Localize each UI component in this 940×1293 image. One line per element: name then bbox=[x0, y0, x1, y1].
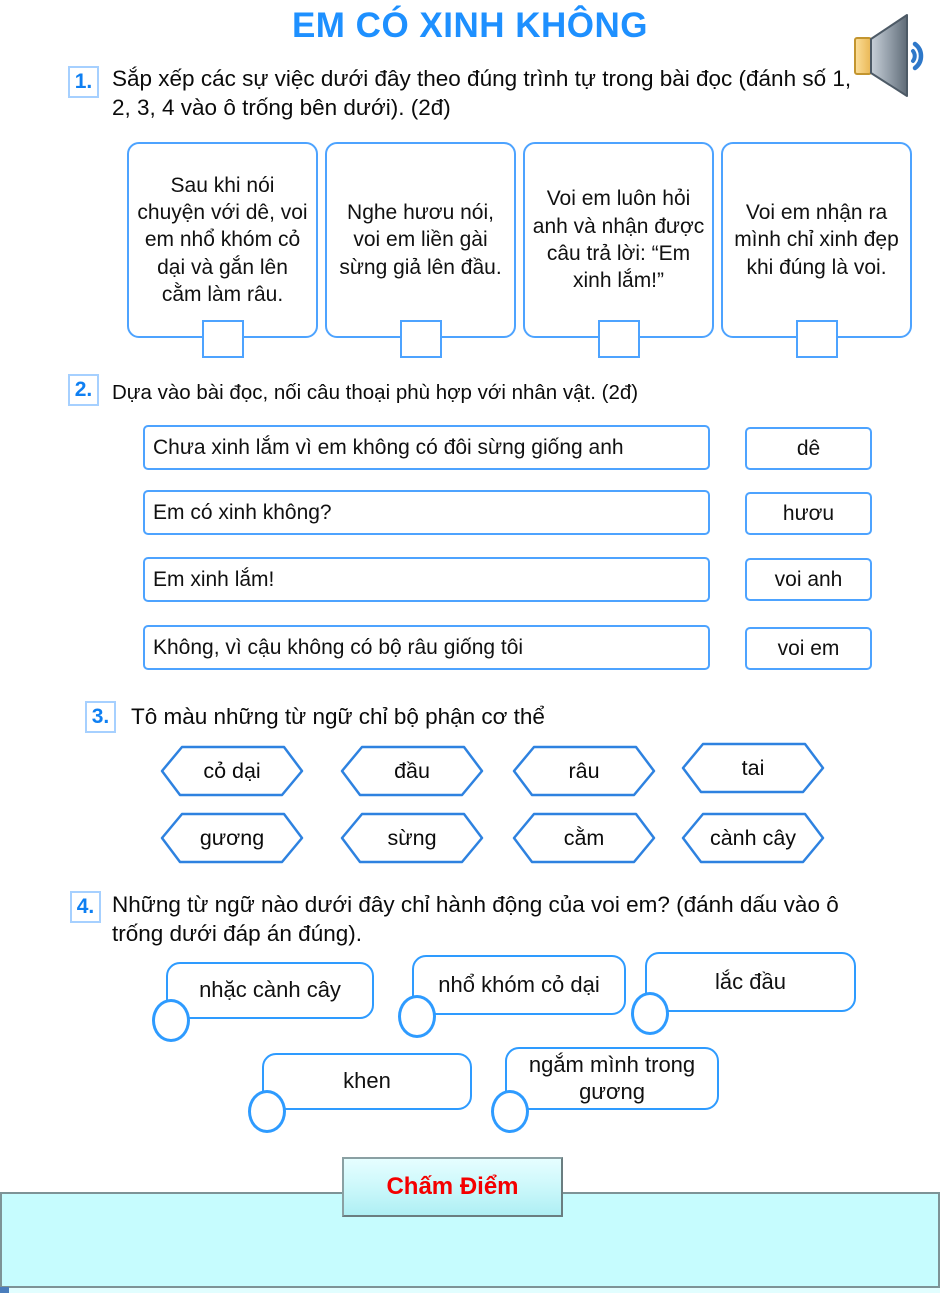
option-label: nhổ khóm cỏ dại bbox=[438, 971, 600, 997]
character-box-voi-em[interactable]: voi em bbox=[745, 627, 872, 670]
word-hexagon-dau[interactable] bbox=[338, 744, 486, 798]
quote-box-1[interactable]: Chưa xinh lắm vì em không có đôi sừng giống anh bbox=[143, 425, 710, 470]
character-box-huou[interactable]: hươu bbox=[745, 492, 872, 535]
quote-box-3[interactable]: Em xinh lắm! bbox=[143, 557, 710, 602]
character-box-voi-anh[interactable]: voi anh bbox=[745, 558, 872, 601]
sequence-card-3 bbox=[523, 142, 714, 382]
grade-button[interactable]: Chấm Điểm bbox=[342, 1157, 563, 1217]
hexagon-label: cằm bbox=[563, 825, 605, 850]
hexagon-label: râu bbox=[568, 758, 600, 783]
answer-circle-2[interactable] bbox=[398, 995, 436, 1038]
order-input-box-3[interactable] bbox=[598, 320, 640, 358]
question-3-number: 3. bbox=[85, 701, 116, 733]
word-hexagon-cam[interactable] bbox=[510, 811, 658, 865]
speaker-icon[interactable] bbox=[843, 12, 935, 98]
word-hexagon-guong[interactable] bbox=[158, 811, 306, 865]
answer-circle-3[interactable] bbox=[631, 992, 669, 1035]
word-hexagon-co-dai[interactable] bbox=[158, 744, 306, 798]
word-hexagon-rau[interactable] bbox=[510, 744, 658, 798]
hexagon-label: tai bbox=[741, 755, 765, 780]
question-2-number: 2. bbox=[68, 374, 99, 406]
hexagon-label: cành cây bbox=[709, 825, 797, 850]
question-3-prompt: Tô màu những từ ngữ chỉ bộ phận cơ thể bbox=[131, 704, 545, 729]
option-label: nhặc cành cây bbox=[199, 977, 341, 1003]
answer-circle-1[interactable] bbox=[152, 999, 190, 1042]
character-box-de[interactable]: dê bbox=[745, 427, 872, 470]
question-1-number: 1. bbox=[68, 66, 99, 98]
answer-circle-4[interactable] bbox=[248, 1090, 286, 1133]
hexagon-label: cỏ dại bbox=[203, 758, 261, 783]
option-label: khen bbox=[343, 1068, 391, 1094]
sequence-card-text: Voi em luôn hỏi anh và nhận được câu trả lời: “Em xinh lắm!” bbox=[523, 142, 714, 338]
option-label: ngắm mình trong gương bbox=[528, 1052, 696, 1104]
action-option-ngam-minh-trong-guong bbox=[505, 1047, 719, 1110]
sequence-card-2 bbox=[325, 142, 516, 382]
hexagon-label: sừng bbox=[387, 825, 437, 850]
option-label: lắc đầu bbox=[715, 968, 786, 994]
action-option-lac-dau bbox=[645, 952, 856, 1012]
action-option-nho-khom-co-dai bbox=[412, 955, 626, 1015]
question-2-prompt: Dựa vào bài đọc, nối câu thoại phù hợp với nhân vật. (2đ) bbox=[112, 381, 639, 404]
sequence-card-text: Nghe hươu nói, voi em liền gài sừng giả lên đầu. bbox=[325, 142, 516, 338]
order-input-box-2[interactable] bbox=[400, 320, 442, 358]
word-hexagon-sung[interactable] bbox=[338, 811, 486, 865]
question-4-prompt: Những từ ngữ nào dưới đây chỉ hành động của voi em? (đánh dấu vào ô trống dưới đáp án đúng). bbox=[112, 892, 839, 946]
question-1-prompt: Sắp xếp các sự việc dưới đây theo đúng trình tự trong bài đọc (đánh số 1, 2, 3, 4 vào ô trống bên dưới). (2đ) bbox=[112, 66, 852, 120]
hexagon-label: đầu bbox=[394, 758, 430, 783]
sequence-card-text: Sau khi nói chuyện với dê, voi em nhổ khóm cỏ dại và gắn lên cằm làm râu. bbox=[127, 142, 318, 338]
page-title: EM CÓ XINH KHÔNG bbox=[291, 6, 649, 45]
order-input-box-1[interactable] bbox=[202, 320, 244, 358]
word-hexagon-canh-cay[interactable] bbox=[679, 811, 827, 865]
word-hexagon-tai[interactable] bbox=[679, 741, 827, 795]
hexagon-label: gương bbox=[199, 825, 265, 850]
quote-box-2[interactable]: Em có xinh không? bbox=[143, 490, 710, 535]
order-input-box-4[interactable] bbox=[796, 320, 838, 358]
sequence-card-text: Voi em nhận ra mình chỉ xinh đẹp khi đúng là voi. bbox=[721, 142, 912, 338]
action-option-khen bbox=[262, 1053, 472, 1110]
footer-strip bbox=[0, 1288, 940, 1293]
corner-marker bbox=[0, 1287, 9, 1293]
answer-circle-5[interactable] bbox=[491, 1090, 529, 1133]
quote-box-4[interactable]: Không, vì cậu không có bộ râu giống tôi bbox=[143, 625, 710, 670]
sequence-card-1 bbox=[127, 142, 318, 382]
sequence-card-4 bbox=[721, 142, 912, 382]
question-4-number: 4. bbox=[70, 891, 101, 923]
action-option-nhac-canh-cay bbox=[166, 962, 374, 1019]
